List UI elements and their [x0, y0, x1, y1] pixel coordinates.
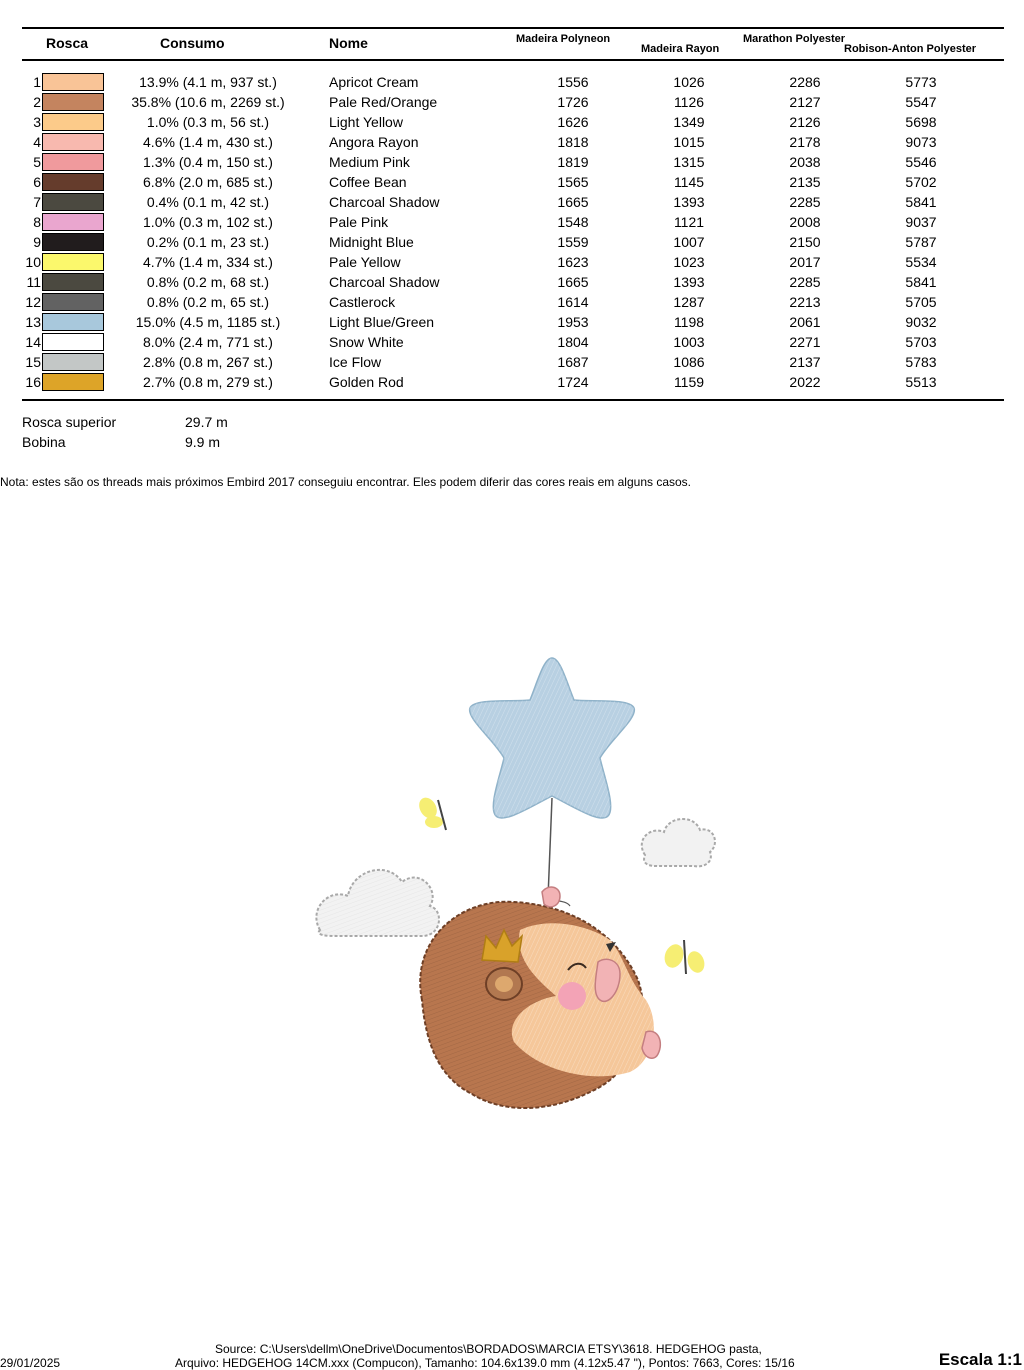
row-nome: Snow White	[329, 334, 404, 350]
row-number: 11	[26, 274, 41, 290]
row-number: 2	[33, 94, 41, 110]
row-number: 15	[25, 354, 41, 370]
butterfly-right	[661, 940, 707, 975]
note-text: Nota: estes são os threads mais próximos Embird 2017 conseguiu encontrar. Eles podem diferir das cores reais em alguns casos.	[0, 475, 692, 489]
row-madeira-rayon: 1015	[673, 134, 705, 150]
row-number: 5	[33, 154, 41, 170]
table-row	[0, 292, 1024, 312]
header-robison-anton-polyester: Robison-Anton Polyester	[844, 43, 977, 55]
row-madeira-rayon: 1315	[673, 154, 705, 170]
row-number: 8	[33, 214, 41, 230]
color-swatch	[42, 293, 104, 311]
row-marathon-polyester: 2285	[789, 274, 821, 290]
row-marathon-polyester: 2271	[789, 334, 821, 350]
row-nome: Apricot Cream	[329, 74, 419, 90]
row-marathon-polyester: 2213	[789, 294, 821, 310]
thread-table-body	[0, 72, 1024, 392]
row-number: 6	[33, 174, 41, 190]
table-row	[0, 92, 1024, 112]
color-swatch	[42, 253, 104, 271]
row-marathon-polyester: 2178	[789, 134, 821, 150]
row-consumo: 0.2% (0.1 m, 23 st.)	[146, 234, 270, 250]
table-row	[0, 72, 1024, 92]
row-robison-anton: 5841	[905, 274, 937, 290]
header-rosca: Rosca	[46, 35, 89, 51]
row-nome: Light Blue/Green	[329, 314, 435, 330]
row-madeira-rayon: 1159	[673, 374, 705, 390]
row-robison-anton: 9032	[905, 314, 937, 330]
row-nome: Midnight Blue	[329, 234, 414, 250]
row-nome: Coffee Bean	[329, 174, 407, 190]
table-top-rule	[22, 27, 1004, 29]
row-robison-anton: 5513	[905, 374, 937, 390]
row-nome: Ice Flow	[329, 354, 382, 370]
footer-date: 29/01/2025	[0, 1356, 61, 1370]
row-madeira-rayon: 1145	[673, 174, 705, 190]
row-madeira-polyneon: 1626	[557, 114, 589, 130]
row-number: 4	[33, 134, 41, 150]
color-swatch	[42, 73, 104, 91]
table-row	[0, 372, 1024, 392]
row-madeira-polyneon: 1614	[557, 294, 589, 310]
rosca-superior-label: Rosca superior	[22, 414, 117, 430]
row-consumo: 0.4% (0.1 m, 42 st.)	[146, 194, 270, 210]
row-madeira-rayon: 1349	[673, 114, 705, 130]
row-consumo: 13.9% (4.1 m, 937 st.)	[139, 74, 277, 90]
row-marathon-polyester: 2126	[789, 114, 821, 130]
color-swatch	[42, 153, 104, 171]
bobina-value: 9.9 m	[185, 434, 221, 450]
table-row	[0, 252, 1024, 272]
row-robison-anton: 9037	[905, 214, 937, 230]
row-consumo: 6.8% (2.0 m, 685 st.)	[143, 174, 273, 190]
table-row	[0, 132, 1024, 152]
row-nome: Charcoal Shadow	[329, 274, 440, 290]
row-nome: Charcoal Shadow	[329, 194, 440, 210]
row-robison-anton: 5841	[905, 194, 937, 210]
row-madeira-polyneon: 1819	[557, 154, 589, 170]
row-madeira-polyneon: 1687	[557, 354, 589, 370]
scale-label: Escala 1:1	[938, 1350, 1022, 1369]
row-consumo: 15.0% (4.5 m, 1185 st.)	[135, 314, 281, 330]
row-number: 7	[33, 194, 41, 210]
row-madeira-rayon: 1393	[673, 194, 705, 210]
row-consumo: 8.0% (2.4 m, 771 st.)	[143, 334, 273, 350]
table-row	[0, 212, 1024, 232]
row-robison-anton: 5546	[905, 154, 937, 170]
row-marathon-polyester: 2150	[789, 234, 821, 250]
row-nome: Pale Yellow	[329, 254, 401, 270]
table-bottom-rule	[22, 399, 1004, 401]
row-madeira-polyneon: 1818	[557, 134, 589, 150]
row-number: 10	[25, 254, 41, 270]
row-robison-anton: 5547	[905, 94, 937, 110]
row-consumo: 2.8% (0.8 m, 267 st.)	[143, 354, 273, 370]
row-madeira-polyneon: 1548	[557, 214, 589, 230]
row-robison-anton: 5702	[905, 174, 937, 190]
row-consumo: 1.0% (0.3 m, 102 st.)	[143, 214, 273, 230]
table-row	[0, 172, 1024, 192]
header-consumo: Consumo	[160, 35, 225, 51]
row-madeira-polyneon: 1804	[557, 334, 589, 350]
table-row	[0, 312, 1024, 332]
row-consumo: 0.8% (0.2 m, 68 st.)	[146, 274, 270, 290]
cloud-left	[316, 870, 439, 936]
row-nome: Medium Pink	[329, 154, 410, 170]
row-nome: Light Yellow	[329, 114, 403, 130]
row-nome: Golden Rod	[329, 374, 404, 390]
row-madeira-rayon: 1023	[673, 254, 705, 270]
row-marathon-polyester: 2022	[789, 374, 821, 390]
row-number: 9	[33, 234, 41, 250]
color-swatch	[42, 233, 104, 251]
row-number: 3	[33, 114, 41, 130]
row-robison-anton: 5705	[905, 294, 937, 310]
table-row	[0, 152, 1024, 172]
row-robison-anton: 5787	[905, 234, 937, 250]
rosca-superior-value: 29.7 m	[185, 414, 228, 430]
row-madeira-rayon: 1003	[673, 334, 705, 350]
row-madeira-polyneon: 1556	[557, 74, 589, 90]
table-row	[0, 232, 1024, 252]
row-consumo: 35.8% (10.6 m, 2269 st.)	[131, 94, 285, 110]
color-swatch	[42, 313, 104, 331]
color-swatch	[42, 373, 104, 391]
row-robison-anton: 5703	[905, 334, 937, 350]
hedgehog	[420, 887, 660, 1108]
header-madeira-rayon: Madeira Rayon	[641, 43, 720, 55]
row-marathon-polyester: 2286	[789, 74, 821, 90]
row-marathon-polyester: 2285	[789, 194, 821, 210]
row-madeira-rayon: 1026	[673, 74, 705, 90]
color-swatch	[42, 333, 104, 351]
color-swatch	[42, 353, 104, 371]
row-consumo: 1.3% (0.4 m, 150 st.)	[143, 154, 273, 170]
row-madeira-polyneon: 1623	[557, 254, 589, 270]
header-madeira-polyneon: Madeira Polyneon	[516, 33, 611, 45]
row-number: 13	[25, 314, 41, 330]
row-madeira-rayon: 1086	[673, 354, 705, 370]
row-madeira-rayon: 1126	[673, 94, 705, 110]
row-madeira-polyneon: 1665	[557, 194, 589, 210]
row-madeira-rayon: 1393	[673, 274, 705, 290]
row-nome: Pale Pink	[329, 214, 389, 230]
header-nome: Nome	[329, 35, 368, 51]
table-row	[0, 272, 1024, 292]
table-header-rule	[22, 59, 1004, 61]
row-marathon-polyester: 2008	[789, 214, 821, 230]
table-row	[0, 192, 1024, 212]
color-swatch	[42, 93, 104, 111]
row-nome: Pale Red/Orange	[329, 94, 438, 110]
row-marathon-polyester: 2061	[789, 314, 821, 330]
color-swatch	[42, 133, 104, 151]
row-number: 14	[25, 334, 41, 350]
bobina-label: Bobina	[22, 434, 66, 450]
star-balloon	[470, 658, 635, 906]
color-swatch	[42, 113, 104, 131]
row-number: 1	[33, 74, 41, 90]
row-consumo: 1.0% (0.3 m, 56 st.)	[146, 114, 270, 130]
row-nome: Castlerock	[329, 294, 396, 310]
row-number: 12	[25, 294, 41, 310]
row-consumo: 4.6% (1.4 m, 430 st.)	[143, 134, 273, 150]
color-swatch	[42, 193, 104, 211]
row-consumo: 2.7% (0.8 m, 279 st.)	[143, 374, 273, 390]
cloud-right	[642, 819, 715, 866]
row-consumo: 0.8% (0.2 m, 65 st.)	[146, 294, 270, 310]
row-madeira-polyneon: 1565	[557, 174, 589, 190]
row-marathon-polyester: 2017	[789, 254, 821, 270]
color-swatch	[42, 213, 104, 231]
row-madeira-rayon: 1121	[673, 214, 705, 230]
table-row	[0, 352, 1024, 372]
color-swatch	[42, 273, 104, 291]
embroidery-preview	[290, 640, 730, 1170]
row-consumo: 4.7% (1.4 m, 334 st.)	[143, 254, 273, 270]
row-madeira-polyneon: 1953	[557, 314, 589, 330]
row-marathon-polyester: 2135	[789, 174, 821, 190]
butterfly-left	[416, 794, 446, 830]
row-madeira-polyneon: 1665	[557, 274, 589, 290]
row-madeira-rayon: 1007	[673, 234, 705, 250]
row-marathon-polyester: 2127	[789, 94, 821, 110]
row-madeira-polyneon: 1724	[557, 374, 589, 390]
row-robison-anton: 9073	[905, 134, 937, 150]
row-madeira-polyneon: 1726	[557, 94, 589, 110]
row-marathon-polyester: 2038	[789, 154, 821, 170]
row-nome: Angora Rayon	[329, 134, 419, 150]
row-madeira-rayon: 1198	[673, 314, 705, 330]
row-robison-anton: 5773	[905, 74, 937, 90]
color-swatch	[42, 173, 104, 191]
footer-source: Source: C:\Users\dellm\OneDrive\Documentos\BORDADOS\MARCIA ETSY\3618. HEDGEHOG pasta,	[215, 1342, 762, 1356]
table-row	[0, 332, 1024, 352]
row-madeira-polyneon: 1559	[557, 234, 589, 250]
row-robison-anton: 5698	[905, 114, 937, 130]
header-marathon-polyester: Marathon Polyester	[743, 33, 846, 45]
row-marathon-polyester: 2137	[789, 354, 821, 370]
row-robison-anton: 5534	[905, 254, 937, 270]
footer-file-info: Arquivo: HEDGEHOG 14CM.xxx (Compucon), Tamanho: 104.6x139.0 mm (4.12x5.47 "), Pontos: 7663, Cores: 15/16	[175, 1356, 795, 1370]
row-number: 16	[25, 374, 41, 390]
row-madeira-rayon: 1287	[673, 294, 705, 310]
row-robison-anton: 5783	[905, 354, 937, 370]
table-row	[0, 112, 1024, 132]
